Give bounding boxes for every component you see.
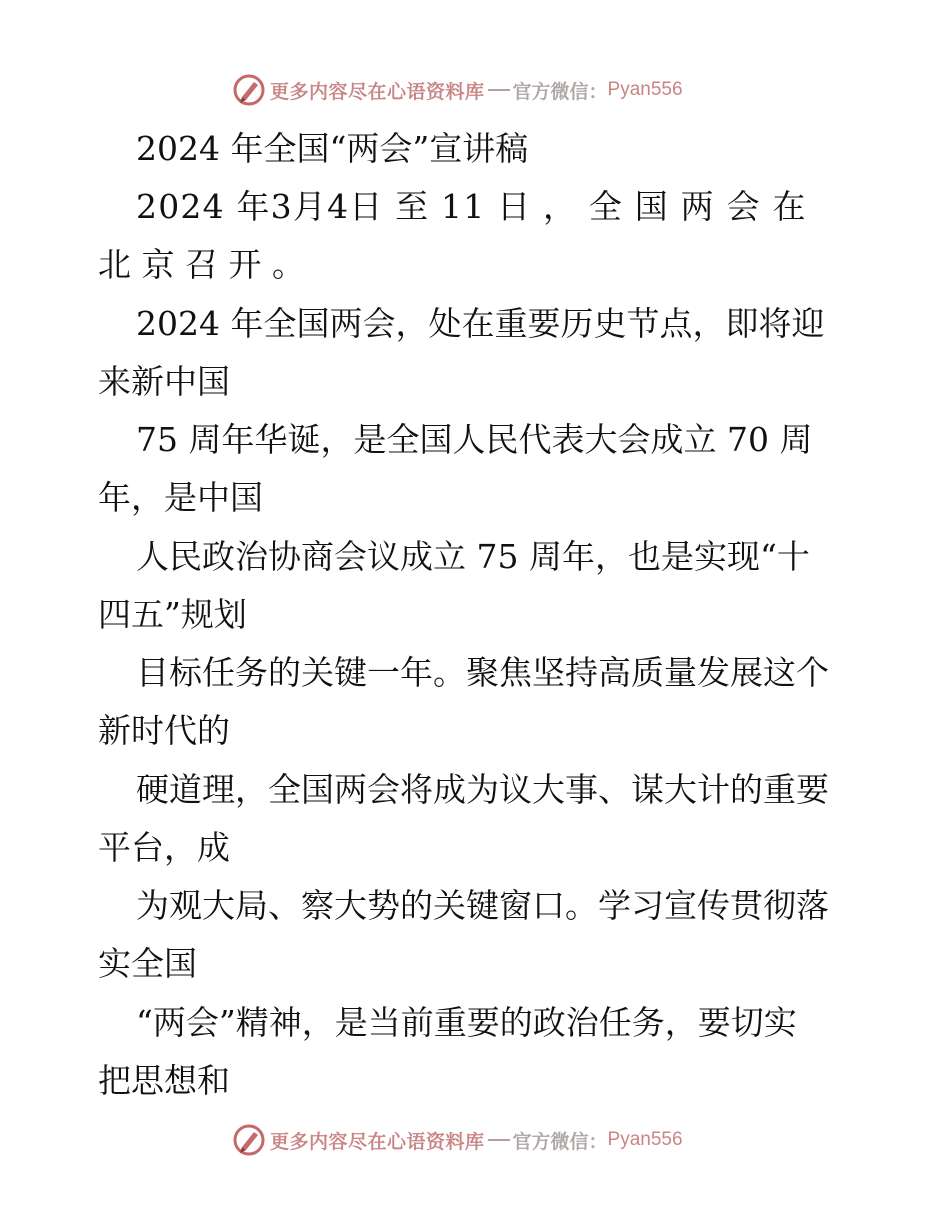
paragraph-line: 2024 年全国两会，处在重要历史节点，即将迎 — [136, 304, 825, 343]
pen-logo-icon — [232, 1123, 266, 1157]
banner-wechat-label: 官方微信： — [512, 80, 608, 103]
paragraph-line: 目标任务的关键一年。聚焦坚持高质量发展这个 — [136, 653, 829, 692]
paragraph-line: 四五”规划 — [98, 595, 247, 634]
paragraph-line: 来新中国 — [98, 362, 230, 401]
header-banner — [232, 72, 683, 108]
banner-text: 更多内容尽在心语资料库 — [270, 80, 485, 103]
paragraph-line: 硬道理，全国两会将成为议大事、谋大计的重要 — [136, 770, 829, 809]
banner-text: 更多内容尽在心语资料库 — [270, 1130, 485, 1153]
banner-wechat-id: Pyan556 — [607, 79, 683, 100]
banner-wechat-label: 官方微信： — [512, 1130, 608, 1153]
paragraph-line: 平台，成 — [98, 828, 230, 867]
document-title: 2024 年全国“两会”宣讲稿 — [136, 129, 529, 168]
paragraph-line: 75 周年华诞，是全国人民代表大会成立 70 周 — [136, 420, 813, 459]
banner-dash — [488, 1139, 510, 1141]
paragraph-line: 年，是中国 — [98, 478, 263, 517]
paragraph-line: “两会”精神，是当前重要的政治任务，要切实 — [136, 1003, 797, 1042]
footer-banner — [232, 1122, 683, 1158]
paragraph-line: 把思想和 — [98, 1061, 230, 1100]
banner-wechat-id: Pyan556 — [607, 1129, 683, 1150]
paragraph-line: 2024 年3月4日 至 11 日 ， 全 国 两 会 在 — [136, 187, 807, 226]
paragraph-line: 新时代的 — [98, 711, 230, 750]
paragraph-line: 北 京 召 开 。 — [98, 245, 305, 284]
pen-logo-icon — [232, 73, 266, 107]
paragraph-line: 为观大局、察大势的关键窗口。学习宣传贯彻落 — [136, 886, 829, 925]
banner-dash — [488, 89, 510, 91]
paragraph-line: 实全国 — [98, 944, 197, 983]
paragraph-line: 人民政治协商会议成立 75 周年，也是实现“十 — [136, 537, 810, 576]
